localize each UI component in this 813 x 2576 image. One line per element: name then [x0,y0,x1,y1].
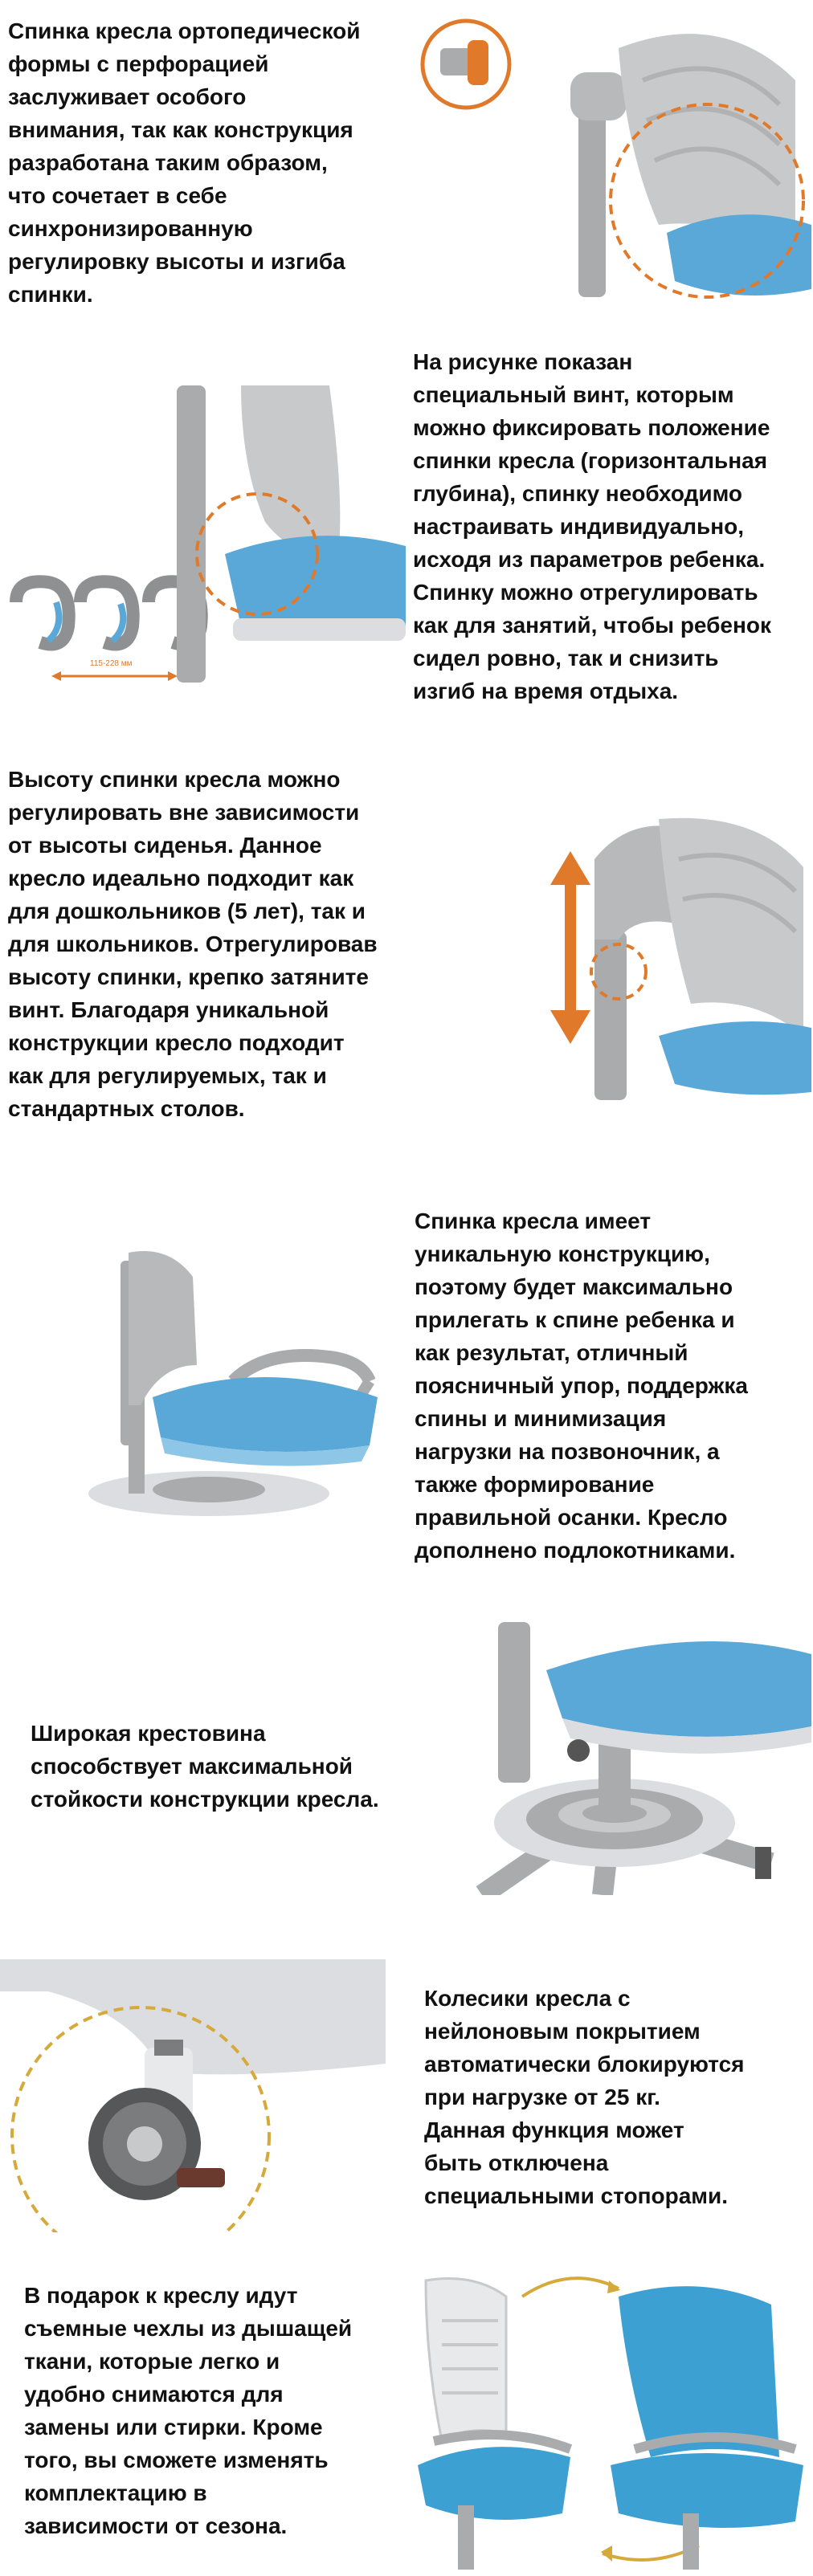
wide-base-text: Широкая крестовина способствует максимальной стойкости конструкции кресла. [31,1721,379,1812]
caster-wheel-image [0,1959,386,2232]
unique-design-text: Спинка кресла имеет уникальную конструкцию, поэтому будет максимально прилегать к спине ребенка и как результат, отличный поясничный упор, поддержка спины и минимизация нагрузки на позвоночник, а также формирование правильной осанки. Кресло дополнено подлокотниками. [415,1209,748,1563]
casters-text: Колесики кресла с нейлоновым покрытием автоматически блокируются при нагрузке от 25 кг. Данная функция может быть отключена специальными стопорами. [424,1986,745,2208]
depth-range-label: 115-228 мм [90,659,133,668]
chair-backrest-detail-image [418,16,811,313]
backrest-shape-text: Спинка кресла ортопедической формы с перфорацией заслуживает особого внимания, так как конструкция разработана таким образом, что сочетает в себе синхронизированную регулировку высоты и изгиба спинки. [8,18,361,307]
removable-covers-image [410,2248,811,2570]
height-adjust-text: Высоту спинки кресла можно регулировать вне зависимости от высоты сиденья. Данное кресло идеально подходит как для дошкольников (5 лет), так и для школьников. Отрегулировав высоту спинки, крепко затяните винт. Благодаря уникальной конструкции кресло подходит как для регулируемых, так и стандартных столов. [8,767,378,1121]
backrest-depth-screw-image [0,385,406,683]
chair-cross-base-image [450,1622,811,1895]
depth-screw-text: На рисунке показан специальный винт, которым можно фиксировать положение спинки кресла (горизонтальная глубина), спинку необходимо настраивать индивидуально, исходя из параметров ребенка. Спинку можно отрегулировать как для занятий, чтобы ребенок сидел ровно, так и снизить изгиб на время отдыха. [413,349,772,703]
backrest-height-arrow-image [514,811,811,1100]
covers-text: В подарок к креслу идут съемные чехлы из дышащей ткани, которые легко и удобно снимаются для замены или стирки. Кроме того, вы сможете изменять комплектацию в зависимости от сезона. [24,2283,353,2538]
chair-with-armrests-image [8,1245,402,1518]
